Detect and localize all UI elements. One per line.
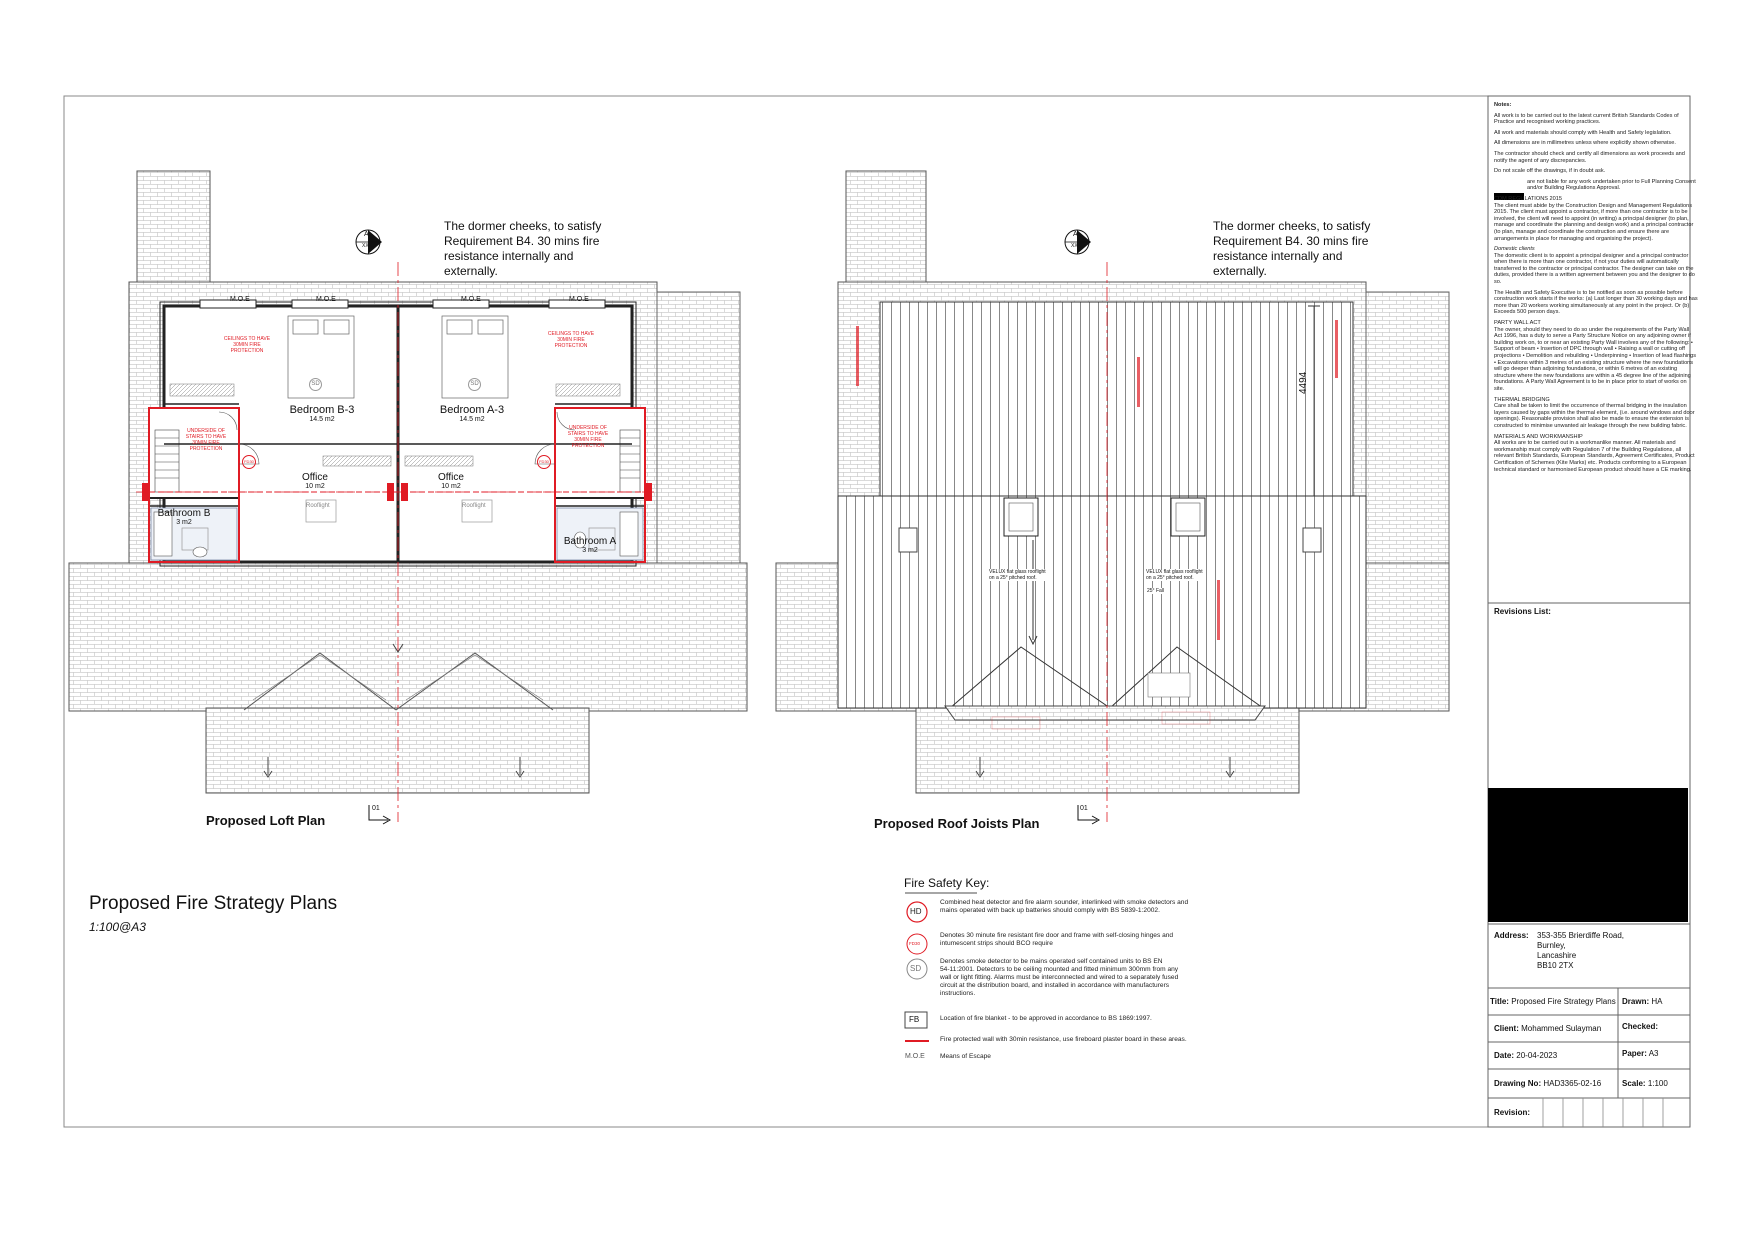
- loft-plan: [69, 171, 747, 824]
- revisions-list-label: Revisions List:: [1494, 607, 1551, 616]
- general-notes: Notes: All work is to be carried out to the latest current British Standards Codes of Practice and recognised working practices. All work and materials should comply with Health and Safety legislation. All dimensions are in millimetres unless where explicitly shown otherwise. The contractor should check and certify all dimensions as work proceeds and notify the agent of any discrepancies. Do not scale off the drawings, if in doubt ask. are not liable for any work undertaken prior to Full Planning Consent and/or Building Regulations Approval. CDM REGULATIONS 2015 The client must abide by the Construction Design and Management Regulations 2015. The client must appoint a contractor, if more than one contractor is to be involved, the client will need to appoint (in writing) a principal designer (to plan, manage and coordinate the planning and design work) and a principal contractor (to plan, manage and coordinate the construction and ensure there are arrangements in place for managing and organising the project). Domestic clients The domestic client is to appoint a principal designer and a principal contractor when there is more than one contractor, if not your duties will automatically transferred to the contractor or principal contractor. The designer can take on the duties, provided there is a written agreement between you and the designer to do so. The Health and Safety Executive is to be notified as soon as possible before construction work starts if the works: (a) Last longer than 30 working days and has more than 20 workers working simultaneously at any point in the project. Or (b) Exceeds 500 person days. PARTY WALL ACT The owner, should they need to do so under the requirements of the Party Wall Act 1996, has a duty to serve a Party Structure Notice on any adjoining owner if building work on, to or near an existing Party Wall involves any of the following: • Support of beam • Insertion of DPC through wall • Raising a wall or cutting off projections • Demolition and rebuilding • Underpinning • Insertion of lead flashings • Excavations within 3 metres of an existing structure where the new foundations will go deeper than adjoining foundations, or within 6 metres of an existing structure where the new foundations are within a 45 degree line of the adjoining foundations. A Party Wall Agreement is to be in place prior to start of works on site. THERMAL BRIDGING Care shall be taken to limit the occurrence of thermal bridging in the insulation layers caused by gaps within the thermal element, (i.e. around windows and door openings). Reasonable provision shall also be made to ensure the extension is constructed to minimise unwanted air leakage through the new building fabric. MATERIALS AND WORKMANSHIP All works are to be carried out in a workmanlike manner. All materials and workmanship must comply with Regulation 7 of the Building Regulations, all relevant British Standards, European Standards, Agreement Certificates, Product Certification of Schemes (Kite Marks) etc. Products conforming to a European technical standard or harmonised European product should have a CE marking.: [1494, 102, 1698, 473]
- roof-section-01: 01: [1080, 805, 1088, 812]
- key-symbol-fb: FB: [909, 1015, 920, 1024]
- loft-plan-title: Proposed Loft Plan: [206, 813, 326, 828]
- rooflight-label: Rooflight: [462, 503, 486, 509]
- sheet-main-title: Proposed Fire Strategy Plans: [89, 893, 338, 914]
- room-bedroom-a3: Bedroom A-3 14.5 m2: [439, 404, 505, 423]
- key-text-sd: Denotes smoke detector to be mains operated self contained units to BS EN 54-11:2001. Detectors to be ceiling mounted and fitted minimum 300mm from any wall or light fitting. Alarms must be interconnected and wired to a separately fused circuit at the distribution board, and installed in accordance with manufacturers instructions.: [940, 958, 1179, 997]
- room-office-b: Office 10 m2: [302, 472, 328, 490]
- key-symbol-sd: SD: [910, 964, 922, 973]
- revision-cell: Revision:: [1494, 1108, 1531, 1117]
- room-bedroom-b3: Bedroom B-3 14.5 m2: [289, 404, 355, 423]
- dimension-4494: 4494: [1298, 371, 1309, 394]
- sheet-scale-note: 1:100@A3: [89, 920, 146, 934]
- loft-section-01: 01: [372, 805, 380, 812]
- roof-plan-title: Proposed Roof Joists Plan: [874, 816, 1040, 831]
- roof-section-ref: A: [1073, 231, 1078, 238]
- red-note-stairs-a: UNDERSIDE OF STAIRS TO HAVE 30MIN FIRE PROTECTION: [567, 425, 609, 449]
- drawn-cell: Drawn: HA: [1622, 997, 1663, 1006]
- room-office-a: Office 10 m2: [438, 472, 464, 490]
- chimney: [137, 171, 210, 283]
- fire-key-title: Fire Safety Key:: [904, 876, 990, 890]
- address-value: 353-355 Brierdiffe Road, Burnley, Lancashire BB10 2TX: [1537, 931, 1625, 970]
- rooflight-label: Rooflight: [306, 503, 330, 509]
- moe-label: M.O.E: [316, 296, 336, 303]
- key-text-fd30: Denotes 30 minute fire resistant fire door and frame with self-closing hinges and intumescent strips should BCO require: [940, 932, 1174, 947]
- smoke-detector-symbol: SD: [468, 378, 481, 391]
- client-cell: Client: Mohammed Sulayman: [1494, 1024, 1602, 1033]
- velux-note-1: VELUX flat glass rooflight on a 25° pitched roof.: [989, 569, 1046, 581]
- red-note-stairs-b: UNDERSIDE OF STAIRS TO HAVE 30MIN FIRE PROTECTION: [185, 428, 227, 452]
- address-label: Address:: [1494, 931, 1529, 940]
- key-symbol-hd: HD: [910, 907, 922, 916]
- moe-label: M.O.E: [230, 296, 250, 303]
- room-bathroom-b: Bathroom B 3 m2: [157, 508, 211, 526]
- red-note-ceiling-b: CEILINGS TO HAVE 30MIN FIRE PROTECTION: [223, 336, 271, 354]
- title-cell: Title: Proposed Fire Strategy Plans: [1490, 997, 1616, 1006]
- key-text-fire-wall: Fire protected wall with 30min resistance, use fireboard plaster board in these areas.: [940, 1036, 1187, 1043]
- drawing-no-cell: Drawing No: HAD3365-02-16: [1494, 1079, 1602, 1088]
- loft-dormer-note: The dormer cheeks, to satisfy Requirement B4. 30 mins fire resistance internally and externally.: [444, 219, 602, 278]
- key-symbol-moe: M.O.E: [905, 1053, 925, 1060]
- key-text-moe: Means of Escape: [940, 1053, 991, 1060]
- scale-cell: Scale: 1:100: [1622, 1079, 1668, 1088]
- room-bathroom-a: Bathroom A 3 m2: [563, 536, 617, 554]
- fire-door-symbol: FD30: [242, 455, 256, 469]
- date-cell: Date: 20-04-2023: [1494, 1051, 1558, 1060]
- roof-section-sub: XXX: [1071, 243, 1082, 249]
- logo-block: [1488, 788, 1688, 922]
- loft-section-ref: A: [364, 231, 369, 238]
- paper-cell: Paper: A3: [1622, 1049, 1659, 1058]
- red-note-ceiling-a: CEILINGS TO HAVE 30MIN FIRE PROTECTION: [547, 331, 595, 349]
- key-text-hd: Combined heat detector and fire alarm sounder, interlinked with smoke detectors and mains operated with back up batteries should comply with BS 5839-1:2002.: [940, 899, 1189, 914]
- roof-dormer-note: The dormer cheeks, to satisfy Requirement B4. 30 mins fire resistance internally and externally.: [1213, 219, 1371, 278]
- checked-cell: Checked:: [1622, 1022, 1659, 1031]
- roof-joists: [880, 302, 1353, 496]
- front-roof: [69, 563, 747, 711]
- fall-note: 25° Fall: [1147, 588, 1165, 594]
- fire-door-symbol: FD30: [537, 455, 551, 469]
- velux-note-2: VELUX flat glass rooflight on a 25° pitched roof.: [1146, 569, 1203, 581]
- key-symbol-fd30: FD30: [909, 941, 921, 946]
- moe-label: M.O.E: [461, 296, 481, 303]
- smoke-detector-symbol: SD: [309, 378, 322, 391]
- loft-section-sub: XXX: [362, 243, 373, 249]
- moe-label: M.O.E: [569, 296, 589, 303]
- key-text-fb: Location of fire blanket - to be approved in accordance to BS 1869:1997.: [940, 1015, 1152, 1022]
